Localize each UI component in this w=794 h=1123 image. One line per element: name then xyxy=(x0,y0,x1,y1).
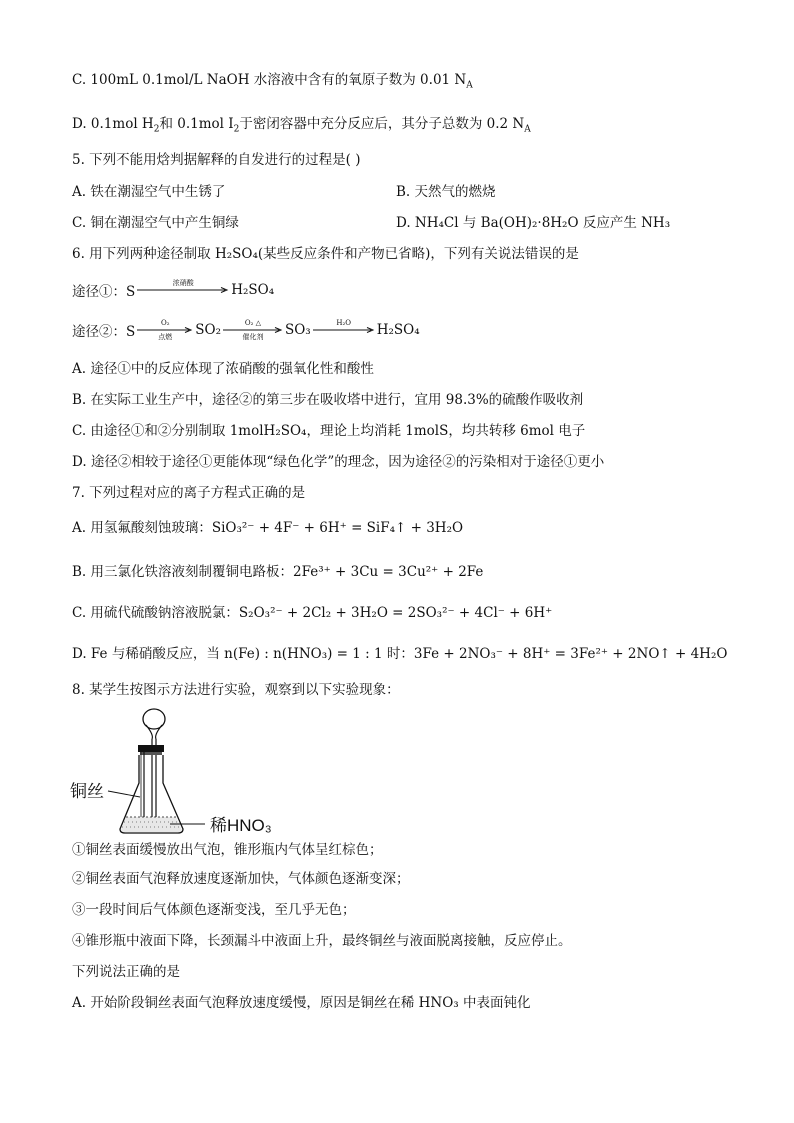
q5-option-b: B. 天然气的燃烧 xyxy=(396,184,496,200)
label-dilute-nitric-acid: 稀HNO₃ xyxy=(210,816,272,835)
question-8: 8. 某学生按图示方法进行实验，观察到以下实验现象： xyxy=(72,682,400,698)
route-1-label: 途径①：S xyxy=(72,284,136,300)
q6-option-b: B. 在实际工业生产中，途径②的第三步在吸收塔中进行，宜用 98.3%的硫酸作吸收剂 xyxy=(72,392,584,408)
q6-option-d: D. 途径②相较于途径①更能体现“绿色化学”的理念，因为途径②的污染相对于途径①更小 xyxy=(72,454,605,470)
route-2 xyxy=(72,318,420,342)
q6-option-a: A. 途径①中的反应体现了浓硝酸的强氧化性和酸性 xyxy=(72,361,374,377)
q7-option-a: A. 用氢氟酸刻蚀玻璃：SiO₃²⁻ + 4F⁻ + 6H⁺ = SiF₄↑ + 3H₂O xyxy=(72,520,464,536)
right-arrow-icon xyxy=(137,287,229,293)
route-2-arrow-2: O₂ △ 催化剂 xyxy=(223,319,283,341)
observation-4: ④锥形瓶中液面下降，长颈漏斗中液面上升，最终铜丝与液面脱离接触，反应停止。 xyxy=(72,933,572,949)
route-1-product: H₂SO₄ xyxy=(231,282,275,298)
q7-option-b: B. 用三氯化铁溶液刻制覆铜电路板：2Fe³⁺ + 3Cu = 3Cu²⁺ + 2Fe xyxy=(72,564,484,580)
observation-1: ①铜丝表面缓慢放出气泡，锥形瓶内气体呈红棕色； xyxy=(72,842,383,858)
q7-option-c: C. 用硫代硫酸钠溶液脱氯：S₂O₃²⁻ + 2Cl₂ + 3H₂O = 2SO₃²⁻ + 4Cl⁻ + 6H⁺ xyxy=(72,605,553,621)
route-2-label: 途径②：S xyxy=(72,324,136,340)
right-arrow-icon xyxy=(313,327,375,333)
q5-option-c: C. 铜在潮湿空气中产生铜绿 xyxy=(72,215,239,231)
question-6: 6. 用下列两种途径制取 H₂SO₄(某些反应条件和产物已省略)，下列有关说法错误的是 xyxy=(72,246,579,262)
route-1 xyxy=(72,278,274,302)
q8-stem: 下列说法正确的是 xyxy=(72,964,180,980)
label-copper-wire: 铜丝 xyxy=(70,782,104,801)
apparatus-figure xyxy=(70,705,300,835)
observation-2: ②铜丝表面气泡释放速度逐渐加快，气体颜色逐渐变深； xyxy=(72,871,410,887)
q5-option-d: D. NH₄Cl 与 Ba(OH)₂·8H₂O 反应产生 NH₃ xyxy=(396,215,671,231)
route-2-product-1: SO₂ xyxy=(195,322,221,338)
observation-3: ③一段时间后气体颜色逐渐变浅，至几乎无色； xyxy=(72,902,356,918)
q6-option-c: C. 由途径①和②分别制取 1molH₂SO₄，理论上均消耗 1molS，均共转移 6mol 电子 xyxy=(72,423,586,439)
question-5: 5. 下列不能用焓判据解释的自发进行的过程是( ) xyxy=(72,152,361,168)
q8-option-a: A. 开始阶段铜丝表面气泡释放速度缓慢，原因是铜丝在稀 HNO₃ 中表面钝化 xyxy=(72,995,531,1011)
route-2-product-2: SO₃ xyxy=(284,322,311,338)
question-7: 7. 下列过程对应的离子方程式正确的是 xyxy=(72,485,306,501)
option-d-previous: D. 0.1mol $H_2$和 0.1mol $I_2$于密闭容器中充分反应后，其分子总数为 0.2 $N_A$ xyxy=(72,116,531,135)
route-1-arrow: 浓硝酸 xyxy=(137,279,229,301)
q5-option-a: A. 铁在潮湿空气中生锈了 xyxy=(72,184,226,200)
option-c-previous: C. 100mL 0.1mol/L NaOH 水溶液中含有的氧原子数为 0.01 $N_A$ xyxy=(72,72,473,91)
route-2-arrow-3: H₂O xyxy=(313,319,375,341)
q7-option-d: D. Fe 与稀硝酸反应，当 n(Fe) : n(HNO₃) = 1 : 1 时：3Fe + 2NO₃⁻ + 8H⁺ = 3Fe²⁺ + 2NO↑ + 4H₂O xyxy=(72,646,728,662)
route-2-product-3: H₂SO₄ xyxy=(376,322,420,338)
route-2-arrow-1: O₂ 点燃 xyxy=(137,319,193,341)
